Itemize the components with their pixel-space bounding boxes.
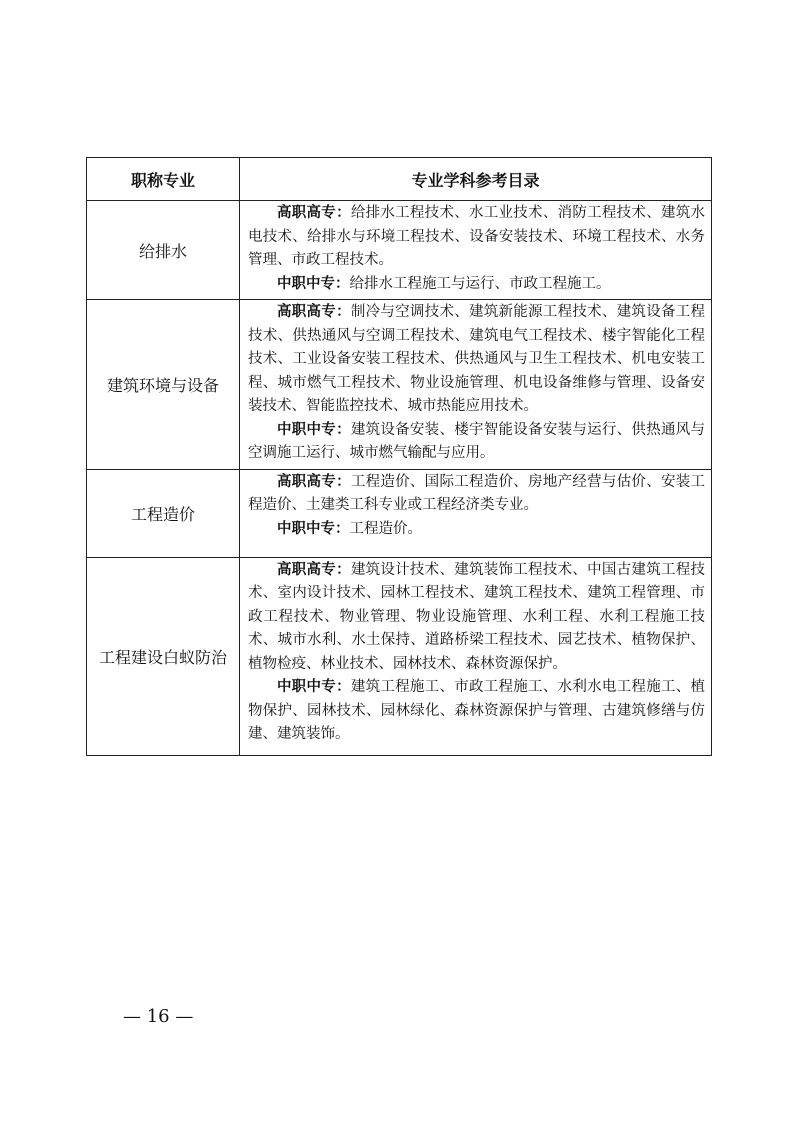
major-list: 建筑设计技术、建筑装饰工程技术、中国古建筑工程技术、室内设计技术、园林工程技术、建筑工程技术、建筑工程管理、市政工程技术、物业管理、物业设施管理、水利工程、水利工程施工技术、城市水利、水土保持、道路桥梁工程技术、园艺技术、植物保护、植物检疫、林业技术、园林技术、森林资源保护。: [248, 561, 706, 672]
row-content: [240, 300, 712, 470]
level-label: 高职高专：: [277, 561, 351, 578]
major-list: 给排水工程技术、水工业技术、消防工程技术、建筑水电技术、给排水与环境工程技术、设备安装技术、环境工程技术、水务管理、市政工程技术。: [248, 205, 706, 268]
level-label: 中职中专：: [277, 520, 350, 537]
major-list: 工程造价。: [349, 520, 422, 537]
specialty-catalog-table: [86, 157, 712, 756]
row-title: 工程建设白蚁防治: [87, 557, 240, 755]
page-number: — 16 —: [123, 1006, 194, 1027]
table-row: [87, 300, 712, 470]
table-header-row: [87, 158, 712, 201]
row-content: [240, 469, 712, 557]
catalog-paragraph: [248, 273, 705, 297]
catalog-paragraph: [248, 202, 705, 273]
level-label: 高职高专：: [277, 205, 351, 221]
table-row: [87, 557, 712, 755]
major-list: 制冷与空调技术、建筑新能源工程技术、建筑设备工程技术、供热通风与空调工程技术、建筑电气工程技术、楼宇智能化工程技术、工业设备安装工程技术、供热通风与卫生工程技术、机电安装工程、城市燃气工程技术、物业设施管理、机电设备维修与管理、设备安装技术、智能监控技术、城市热能应用技术。: [248, 304, 706, 414]
row-content: [240, 557, 712, 755]
level-label: 高职高专：: [277, 473, 351, 490]
table-row: [87, 469, 712, 557]
catalog-paragraph: [248, 518, 705, 542]
major-list: 工程造价、国际工程造价、房地产经营与估价、安装工程造价、土建类工科专业或工程经济类专业。: [248, 473, 706, 513]
row-title: 建筑环境与设备: [87, 300, 240, 470]
header-title: 职称专业: [87, 158, 240, 201]
level-label: 高职高专：: [277, 304, 351, 320]
row-title: 工程造价: [87, 469, 240, 557]
table-row: [87, 201, 712, 300]
level-label: 中职中专：: [277, 679, 351, 695]
major-list: 给排水工程施工与运行、市政工程施工。: [349, 275, 611, 292]
level-label: 中职中专：: [277, 275, 350, 292]
header-catalog: 专业学科参考目录: [240, 158, 712, 201]
major-list: 建筑工程施工、市政工程施工、水利水电工程施工、植物保护、园林技术、园林绿化、森林资源保护与管理、古建筑修缮与仿建、建筑装饰。: [248, 679, 706, 742]
catalog-paragraph: [248, 676, 705, 747]
row-title: 给排水: [87, 201, 240, 300]
catalog-paragraph: [248, 471, 705, 518]
major-list: 建筑设备安装、楼宇智能设备安装与运行、供热通风与空调施工运行、城市燃气输配与应用。: [248, 421, 706, 461]
row-content: [240, 201, 712, 300]
catalog-paragraph: [248, 301, 705, 419]
catalog-paragraph: [248, 419, 705, 466]
catalog-paragraph: [248, 559, 705, 677]
level-label: 中职中专：: [277, 421, 351, 438]
